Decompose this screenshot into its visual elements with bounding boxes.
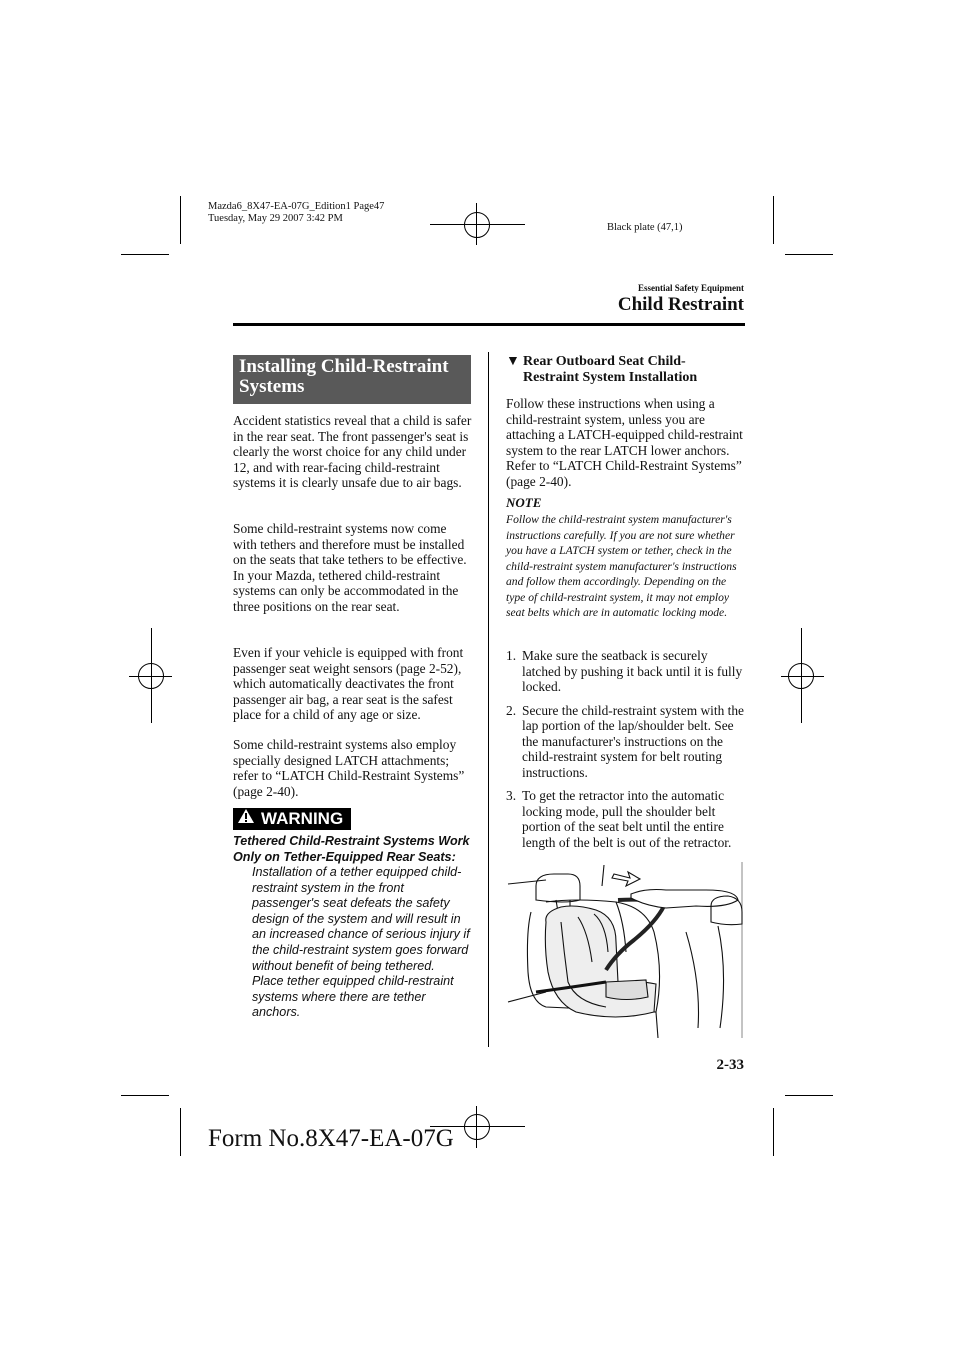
warning-triangle-icon (237, 808, 255, 830)
registration-circle (138, 663, 164, 689)
subsection-heading (506, 354, 746, 386)
registration-circle (788, 663, 814, 689)
warning-badge (233, 808, 351, 830)
steps-list (506, 648, 744, 858)
child-seat-belt-illustration (506, 862, 746, 1038)
header-rule (233, 323, 745, 326)
crop-mark (121, 254, 169, 255)
paragraph: Accident statistics reveal that a child is safer in the rear seat. The front passenger's seat is clearly the worst choice for any child under 12, and with rear-facing child-restraint systems it is clearly unsafe due to air bags. (233, 413, 472, 490)
step-text: Make sure the seatback is securely latched by pushing it back until it is fully locked. (522, 648, 743, 694)
paragraph: Some child-restraint systems also employ specially designed LATCH attachments; refer to “LATCH Child-Restraint Systems” (page 2-40). (233, 737, 465, 799)
step-number: 2. (506, 702, 517, 718)
section-heading-line2: Systems (239, 376, 305, 397)
step-text: Secure the child-restraint system with the lap portion of the lap/shoulder belt. See the manufacturer's instructions on the child-restraint system for belt routing instructions. (522, 702, 744, 780)
crop-mark (121, 1095, 169, 1096)
crop-mark (180, 196, 181, 244)
page-number: 2-33 (716, 1057, 744, 1073)
crop-mark (785, 1095, 833, 1096)
subsection-heading-line1: Rear Outboard Seat Child- (523, 354, 686, 369)
subsection-heading-line2: Restraint System Installation (523, 370, 698, 385)
paragraph: Even if your vehicle is equipped with front passenger seat weight sensors (page 2-52), which automatically deactivates the front passenger air bag, a rear seat is the safest place for a child of any age or size. (233, 645, 464, 722)
paragraph: Some child-restraint systems now come with tethers and therefore must be installed on the seats that take tethers to be effective. In your Mazda, tethered child-restraint systems can only be accommodated in the three positions on the rear seat. (233, 521, 467, 614)
plate-label: Black plate (47,1) (607, 222, 683, 233)
crop-mark (180, 1108, 181, 1156)
form-number: Form No.8X47-EA-07G (208, 1125, 454, 1152)
section-label: Essential Safety Equipment (637, 283, 744, 293)
list-item (506, 648, 744, 695)
warning-label: WARNING (261, 809, 344, 828)
print-meta-line2: Tuesday, May 29 2007 3:42 PM (208, 213, 343, 224)
warning-body-text: Installation of a tether equipped child-restraint system in the front passenger's seat defeats the safety design of the system and will result in an increased chance of serious injury if the child-restraint system goes forward without benefit of being tethered. (252, 865, 470, 973)
list-item (506, 703, 744, 781)
step-number: 1. (506, 648, 517, 663)
step-number: 3. (506, 788, 517, 803)
intro-paragraph: Follow these instructions when using a child-restraint system, unless you are attaching a LATCH-equipped child-restraint system to the rear LATCH lower anchors. Refer to “LATCH Child-Restraint Systems” (page 2-40). (506, 396, 743, 489)
note-text: Follow the child-restraint system manufacturer's instructions carefully. If you are not sure whether you have a LATCH system or tether, check in the child-restraint system manufacturer's instructions and follow them accordingly. Depending on the type of child-restraint system, it may not employ seat belts which are in automatic locking mode. (506, 513, 737, 619)
warning-body-text: Place tether equipped child-restraint systems where there are tether anchors. (252, 974, 454, 1020)
triangle-down-icon: ▼ (506, 354, 520, 369)
step-text: To get the retractor into the automatic locking mode, pull the shoulder belt portion of the seat belt until the entire length of the belt is out of the retractor. (522, 788, 732, 850)
warning-body (252, 865, 474, 1021)
note-label: NOTE (506, 495, 542, 510)
section-heading (233, 355, 471, 404)
crop-mark (773, 1108, 774, 1156)
print-meta-line1: Mazda6_8X47-EA-07G_Edition1 Page47 (208, 201, 385, 212)
column-divider (488, 352, 489, 1047)
registration-circle (464, 212, 490, 238)
crop-mark (773, 196, 774, 244)
registration-circle (464, 1114, 490, 1140)
print-meta (208, 201, 384, 225)
section-heading-line1: Installing Child-Restraint (239, 356, 449, 377)
warning-title: Tethered Child-Restraint Systems Work Only on Tether-Equipped Rear Seats: (233, 834, 470, 864)
page-title: Child Restraint (617, 294, 744, 315)
crop-mark (785, 254, 833, 255)
list-item (506, 788, 744, 850)
